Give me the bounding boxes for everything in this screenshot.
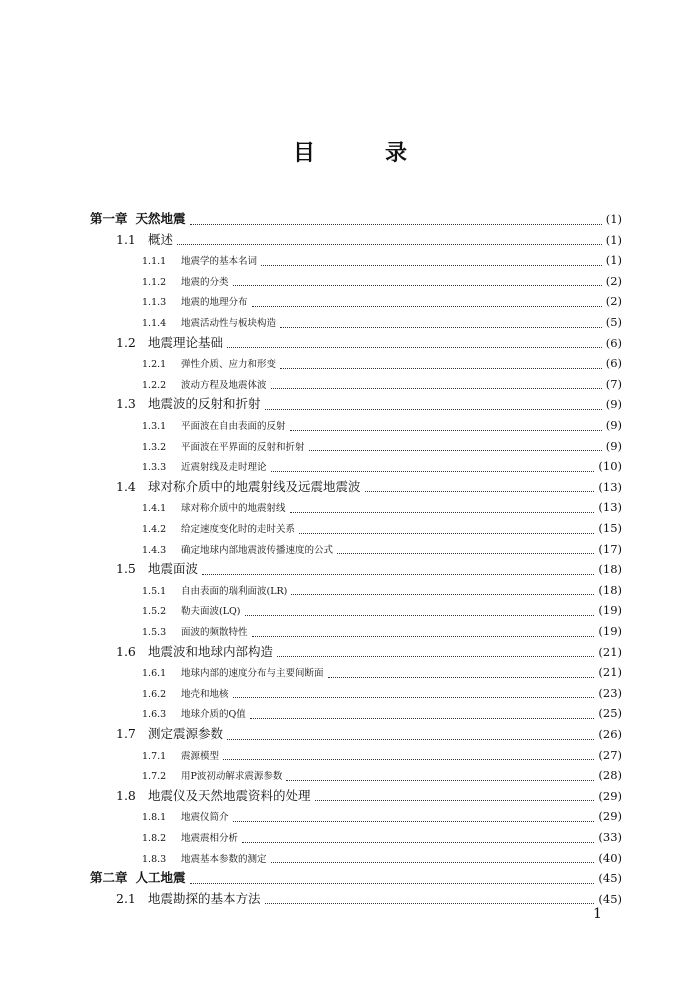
dot-leader [280,358,602,369]
toc-entry-page: (19) [598,603,622,618]
toc-entry-number: 1.6 [116,643,136,659]
toc-entry-page: (45) [598,891,622,906]
toc-entry-page: (45) [598,871,622,886]
toc-entry-page: (18) [598,562,622,577]
toc-subsection [142,313,622,331]
toc-subsection [142,354,622,372]
toc-entry-number: 1.6.3 [142,709,167,721]
toc-subsection [142,601,622,619]
toc-entry-number: 第一章 [90,211,128,226]
toc-entry-number: 1.6.2 [142,688,167,700]
toc-entry-number: 1.2.1 [142,359,167,371]
toc-section [116,395,622,413]
toc-entry-page: (9) [605,418,622,432]
dot-leader [227,729,594,740]
toc-subsection [142,746,622,764]
toc-subsection [142,828,622,846]
dot-leader [223,749,594,760]
toc-entry-number: 1.4.1 [142,503,167,515]
dot-leader [365,481,595,492]
toc-entry-page: (21) [598,665,622,680]
toc-entry-title: 概述 [148,231,174,247]
toc-subsection [142,766,622,784]
toc-entry-page: (33) [598,830,622,844]
toc-chapter [90,210,622,228]
dot-leader [233,687,595,698]
toc-entry-page: (40) [598,850,622,865]
toc-entry-page: (23) [598,685,622,700]
toc-entry-title: 地震的地理分布 [181,297,248,309]
dot-leader [277,646,594,657]
toc-entry-number: 1.5.3 [142,627,167,638]
toc-chapter [90,869,622,887]
toc-entry-title: 天然地震 [135,211,186,226]
toc-entry-number: 1.4.2 [142,524,167,535]
toc-entry-page: (6) [605,356,622,371]
toc-entry-number: 1.4.3 [142,544,167,556]
toc-section [116,560,622,578]
toc-entry-page: (29) [598,809,622,824]
dot-leader [290,420,602,431]
toc-subsection [142,519,622,537]
dot-leader [290,502,595,513]
toc-subsection [142,437,622,455]
dot-leader [177,234,602,245]
toc-entry-number: 1.8.2 [142,833,167,844]
dot-leader [190,873,595,884]
toc-subsection [142,375,622,393]
toc-entry-page: (29) [598,788,622,803]
toc-entry-title: 人工地震 [135,870,186,886]
toc-subsection [142,498,622,516]
toc-entry-page: (13) [598,500,622,515]
dot-leader [252,296,602,307]
toc-entry-page: (19) [598,624,622,638]
toc-entry-title: 地震理论基础 [148,334,224,350]
toc-entry-title: 地震面波 [148,561,199,577]
toc-section [116,334,622,352]
dot-leader [265,893,595,904]
dot-leader [286,770,594,781]
toc-entry-page: (7) [605,376,622,391]
dot-leader [315,790,595,801]
toc-entry-number: 1.3.2 [142,441,167,453]
dot-leader [309,440,602,451]
toc-entry-number: 1.8.1 [142,812,167,824]
toc-section [116,725,622,743]
toc-entry-page: (1) [605,232,622,247]
toc-section [116,787,622,805]
toc-entry-title: 球对称介质中的地震射线 [181,503,286,515]
toc-entry-page: (1) [605,253,622,268]
dot-leader [280,317,602,328]
toc-entry-number: 1.1.2 [142,276,167,288]
toc-entry-title: 地震学的基本名词 [181,256,258,268]
dot-leader [291,584,594,595]
dot-leader [252,626,595,637]
toc-entry-page: (26) [598,727,622,741]
toc-entry-title: 波动方程及地震体波 [181,379,267,391]
toc-entry-page: (9) [605,397,622,412]
toc-entry-page: (25) [598,706,622,721]
toc-entry-number: 1.4 [116,478,136,494]
toc-subsection [142,457,622,475]
toc-entry-page: (5) [605,315,622,329]
toc-entry-page: (1) [605,212,622,226]
toc-entry-title: 地壳和地核 [181,688,229,700]
toc-entry-title: 确定地球内部地震波传播速度的公式 [181,544,334,556]
toc-entry-title: 弹性介质、应力和形变 [181,359,277,371]
toc-entry-page: (17) [598,541,622,556]
toc-entry-number: 1.1.3 [142,297,167,309]
toc-entry-number: 1.3 [116,396,136,412]
toc-entry-title: 地球介质的Q值 [181,709,246,721]
dot-leader [337,543,594,554]
toc-entry-title: 震源模型 [181,750,220,762]
toc-entry-title: 勒夫面波(LQ) [181,606,241,618]
toc-entry-number: 1.8.3 [142,853,167,865]
toc-entry-title: 球对称介质中的地震射线及远震地震波 [148,478,361,494]
toc-subsection [142,540,622,558]
toc-entry-title: 给定速度变化时的走时关系 [181,524,296,535]
toc-entry-title: 测定震源参数 [148,726,224,741]
toc-subsection [142,807,622,825]
toc-entry-page: (6) [605,335,622,350]
toc-entry-number: 1.1 [116,231,136,247]
toc-entry-number: 1.7.2 [142,771,167,783]
toc-section [116,643,622,661]
dot-leader [261,255,602,266]
toc-entry-number: 1.1.1 [142,256,167,268]
dot-leader [265,399,602,410]
toc-entry-title: 自由表面的瑞利面波(LR) [181,585,288,597]
dot-leader [227,337,602,348]
toc-entry-page: (9) [605,438,622,453]
toc-entry-title: 用P波初动解求震源参数 [181,771,283,783]
toc-subsection [142,622,622,640]
toc-section [116,231,622,249]
dot-leader [233,275,602,286]
toc-section [116,478,622,496]
dot-leader [190,214,602,225]
toc-entry-title: 面波的频散特性 [181,627,248,638]
dot-leader [299,523,594,534]
toc-entry-page: (2) [605,294,622,309]
toc-entry-title: 地震仪及天然地震资料的处理 [148,787,311,803]
toc-entry-number: 1.8 [116,787,136,803]
dot-leader [271,461,595,472]
toc-subsection [142,416,622,434]
toc-entry-title: 地震波和地球内部构造 [148,643,274,659]
toc-entry-page: (28) [598,768,622,783]
toc-entry-title: 地球内部的速度分布与主要间断面 [181,668,324,680]
toc-entry-number: 1.7.1 [142,750,167,762]
toc-subsection [142,663,622,681]
toc-entry-title: 平面波在平界面的反射和折射 [181,441,305,453]
toc-entry-number: 1.5.1 [142,585,167,597]
toc-entry-title: 地震仪简介 [181,812,229,824]
toc-entry-page: (15) [598,521,622,535]
toc-entry-number: 1.3.1 [142,421,167,432]
toc-entry-page: (27) [598,747,622,762]
toc-subsection [142,684,622,702]
toc-entry-number: 2.1 [116,890,136,906]
toc-subsection [142,849,622,867]
dot-leader [233,811,595,822]
toc-entry-number: 1.3.3 [142,462,167,474]
toc-entry-title: 地震勘探的基本方法 [148,890,261,906]
toc-entry-title: 地震活动性与板块构造 [181,318,277,329]
dot-leader [271,852,595,863]
toc-entry-title: 平面波在自由表面的反射 [181,421,286,432]
page-title: 目 录 [292,141,431,166]
page-number: 1 [593,906,602,922]
toc-subsection [142,251,622,269]
toc-entry-number: 1.6.1 [142,668,167,680]
toc-entry-page: (21) [598,644,622,659]
toc-entry-page: (18) [598,582,622,597]
dot-leader [328,667,595,678]
dot-leader [250,708,595,719]
toc-subsection [142,272,622,290]
toc-subsection [142,581,622,599]
toc-entry-number: 1.2 [116,334,136,350]
toc-subsection [142,292,622,310]
toc-entry-number: 1.7 [116,726,136,741]
toc-entry-page: (13) [598,479,622,494]
toc-entry-title: 地震震相分析 [181,833,239,844]
dot-leader [271,378,602,389]
toc-entry-title: 地震基本参数的测定 [181,853,267,865]
toc-entry-title: 地震波的反射和折射 [148,396,261,412]
toc-subsection [142,704,622,722]
toc-section [116,890,622,908]
toc-entry-title: 地震的分类 [181,276,229,288]
dot-leader [242,832,594,843]
dot-leader [245,605,595,616]
toc-entry-page: (10) [598,459,622,474]
toc-entry-number: 1.5 [116,561,136,577]
toc-entry-number: 1.1.4 [142,318,167,329]
toc-entry-number: 1.5.2 [142,606,167,618]
toc-entry-number: 1.2.2 [142,379,167,391]
toc-entry-title: 近震射线及走时理论 [181,462,267,474]
toc-entry-number: 第二章 [90,870,128,886]
dot-leader [202,564,594,575]
toc-entry-page: (2) [605,273,622,288]
